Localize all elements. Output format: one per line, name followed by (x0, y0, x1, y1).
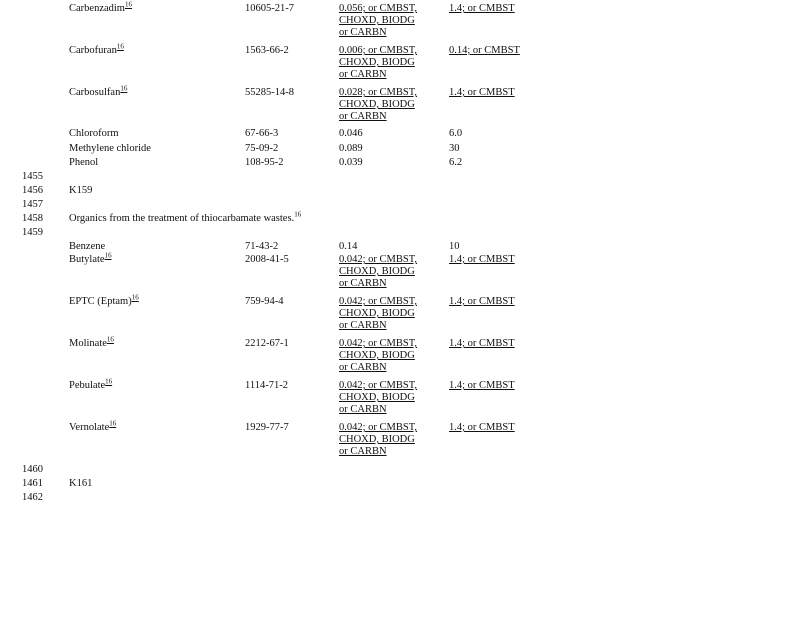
nonwastewater-standard: 1.4; or CMBST (449, 3, 515, 14)
wastewater-standard: 0.089 (339, 143, 363, 154)
nonwastewater-standard: 0.14; or CMBST (449, 45, 520, 56)
wastewater-standard: CHOXD, BIODG (339, 392, 415, 403)
cas-number: 2008-41-5 (245, 254, 289, 265)
waste-code: K159 (69, 185, 93, 196)
line-number: 1458 (22, 213, 43, 224)
constituent-name: Phenol (69, 157, 99, 168)
constituent-name: Molinate$^{16}$ (69, 335, 114, 349)
nonwastewater-standard: 1.4; or CMBST (449, 422, 515, 433)
wastewater-standard: or CARBN (339, 446, 387, 457)
cas-number: 71-43-2 (245, 241, 279, 252)
cas-number: 75-09-2 (245, 143, 279, 154)
constituent-name: Pebulate$^{16}$ (69, 377, 113, 391)
constituent-name: Vernolate$^{16}$ (69, 419, 117, 433)
cas-number: 759-94-4 (245, 296, 284, 307)
wastewater-standard: 0.042; or CMBST, (339, 254, 417, 265)
cas-number: 1929-77-7 (245, 422, 289, 433)
wastewater-standard: or CARBN (339, 362, 387, 373)
wastewater-standard: or CARBN (339, 69, 387, 80)
wastewater-standard: 0.042; or CMBST, (339, 338, 417, 349)
wastewater-standard: or CARBN (339, 404, 387, 415)
nonwastewater-standard: 1.4; or CMBST (449, 254, 515, 265)
wastewater-standard: 0.006; or CMBST, (339, 45, 417, 56)
section-title: Organics from the treatment of thiocarbamate wastes.$^{16}$ (69, 210, 302, 224)
wastewater-standard: or CARBN (339, 27, 387, 38)
line-number: 1460 (22, 464, 43, 475)
line-number: 1461 (22, 478, 43, 489)
wastewater-standard: or CARBN (339, 320, 387, 331)
wastewater-standard: CHOXD, BIODG (339, 99, 415, 110)
line-number: 1456 (22, 185, 43, 196)
wastewater-standard: CHOXD, BIODG (339, 308, 415, 319)
wastewater-standard: CHOXD, BIODG (339, 434, 415, 445)
cas-number: 1114-71-2 (245, 380, 288, 391)
wastewater-standard: or CARBN (339, 278, 387, 289)
constituent-name: EPTC (Eptam)$^{16}$ (69, 293, 139, 307)
wastewater-standard: 0.042; or CMBST, (339, 296, 417, 307)
constituent-name: Chloroform (69, 128, 119, 139)
line-number: 1462 (22, 492, 43, 503)
constituent-name: Carbofuran$^{16}$ (69, 42, 124, 56)
cas-number: 1563-66-2 (245, 45, 289, 56)
wastewater-standard: 0.056; or CMBST, (339, 3, 417, 14)
nonwastewater-standard: 1.4; or CMBST (449, 296, 515, 307)
wastewater-standard: or CARBN (339, 111, 387, 122)
line-number: 1459 (22, 227, 43, 238)
cas-number: 108-95-2 (245, 157, 284, 168)
nonwastewater-standard: 10 (449, 241, 460, 252)
wastewater-standard: CHOXD, BIODG (339, 57, 415, 68)
wastewater-standard: 0.028; or CMBST, (339, 87, 417, 98)
nonwastewater-standard: 1.4; or CMBST (449, 87, 515, 98)
cas-number: 55285-14-8 (245, 87, 294, 98)
wastewater-standard: CHOXD, BIODG (339, 15, 415, 26)
wastewater-standard: 0.046 (339, 128, 363, 139)
cas-number: 10605-21-7 (245, 3, 294, 14)
line-number: 1457 (22, 199, 43, 210)
line-number: 1455 (22, 171, 43, 182)
nonwastewater-standard: 1.4; or CMBST (449, 338, 515, 349)
constituent-name: Butylate$^{16}$ (69, 251, 112, 265)
nonwastewater-standard: 30 (449, 143, 460, 154)
nonwastewater-standard: 6.0 (449, 128, 463, 139)
wastewater-standard: 0.042; or CMBST, (339, 380, 417, 391)
wastewater-standard: 0.14 (339, 241, 358, 252)
wastewater-standard: 0.039 (339, 157, 363, 168)
nonwastewater-standard: 6.2 (449, 157, 463, 168)
waste-code: K161 (69, 478, 93, 489)
wastewater-standard: CHOXD, BIODG (339, 350, 415, 361)
constituent-name: Benzene (69, 241, 106, 252)
constituent-name: Methylene chloride (69, 143, 151, 154)
wastewater-standard: CHOXD, BIODG (339, 266, 415, 277)
constituent-name: Carbenzadim$^{16}$ (69, 0, 132, 14)
cas-number: 2212-67-1 (245, 338, 289, 349)
wastewater-standard: 0.042; or CMBST, (339, 422, 417, 433)
nonwastewater-standard: 1.4; or CMBST (449, 380, 515, 391)
constituent-name: Carbosulfan$^{16}$ (69, 84, 128, 98)
cas-number: 67-66-3 (245, 128, 279, 139)
